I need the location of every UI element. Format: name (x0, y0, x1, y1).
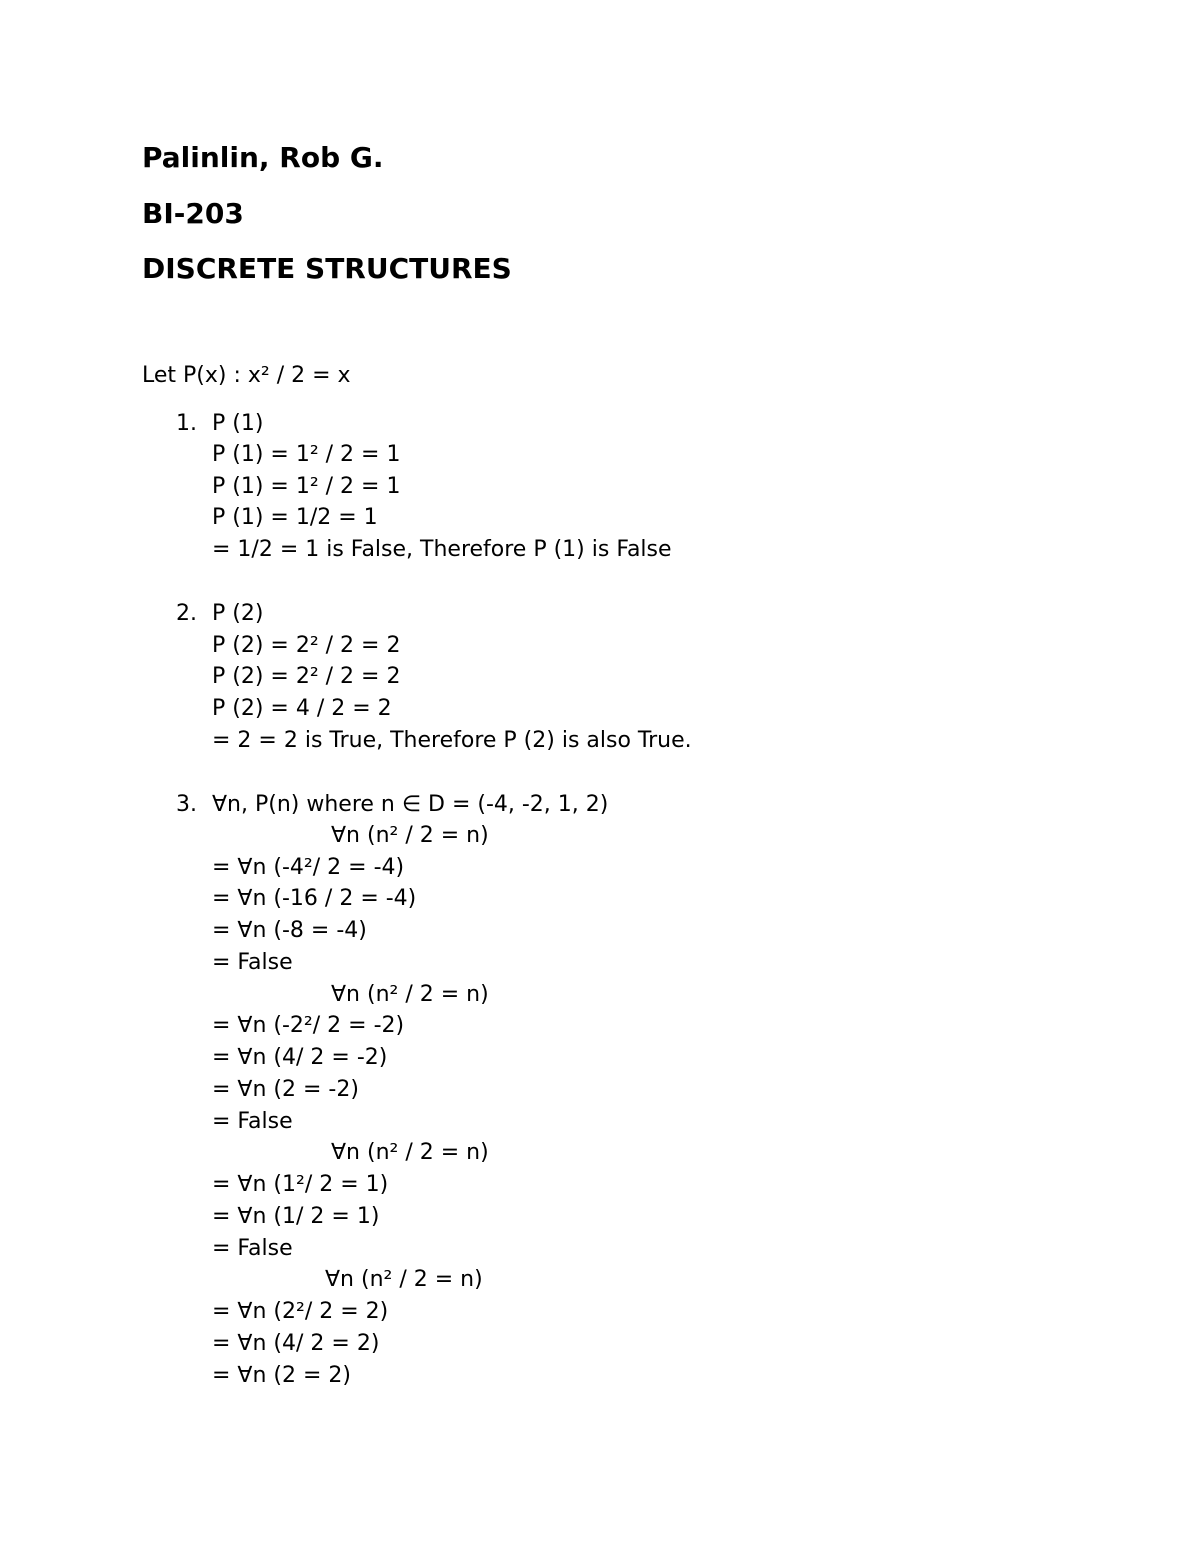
item-3-line-13: = ∀n (1²/ 2 = 1) (212, 1172, 389, 1197)
item-3-line-14: = ∀n (1/ 2 = 1) (212, 1204, 380, 1229)
item-2-number: 2. (176, 601, 197, 626)
item-3-line-16: ∀n (n² / 2 = n) (325, 1267, 483, 1292)
item-3-line-6: = False (212, 950, 293, 975)
item-2-line-5: = 2 = 2 is True, Therefore P (2) is also True. (212, 728, 692, 753)
item-1-line-3: P (1) = 1² / 2 = 1 (212, 474, 401, 499)
item-3-line-4: = ∀n (-16 / 2 = -4) (212, 886, 417, 911)
item-3-line-7: ∀n (n² / 2 = n) (331, 982, 489, 1007)
item-1-line-2: P (1) = 1² / 2 = 1 (212, 442, 401, 467)
item-2-line-2: P (2) = 2² / 2 = 2 (212, 633, 401, 658)
item-3-line-11: = False (212, 1109, 293, 1134)
item-3-line-9: = ∀n (4/ 2 = -2) (212, 1045, 388, 1070)
author-name: Palinlin, Rob G. (142, 141, 384, 174)
item-3-line-12: ∀n (n² / 2 = n) (331, 1140, 489, 1165)
item-3-number: 3. (176, 792, 197, 817)
item-1-number: 1. (176, 411, 197, 436)
item-1-line-4: P (1) = 1/2 = 1 (212, 505, 378, 530)
item-2-line-1: P (2) (212, 601, 264, 626)
item-3-line-2: ∀n (n² / 2 = n) (331, 823, 489, 848)
item-3-line-15: = False (212, 1236, 293, 1261)
item-3-line-5: = ∀n (-8 = -4) (212, 918, 367, 943)
item-3-line-10: = ∀n (2 = -2) (212, 1077, 359, 1102)
item-3-line-3: = ∀n (-4²/ 2 = -4) (212, 855, 405, 880)
item-3-line-19: = ∀n (2 = 2) (212, 1363, 351, 1388)
intro-definition: Let P(x) : x² / 2 = x (142, 363, 351, 388)
item-3-line-17: = ∀n (2²/ 2 = 2) (212, 1299, 389, 1324)
item-3-line-1: ∀n, P(n) where n ∈ D = (-4, -2, 1, 2) (212, 792, 609, 817)
item-1-line-5: = 1/2 = 1 is False, Therefore P (1) is False (212, 537, 672, 562)
item-2-line-4: P (2) = 4 / 2 = 2 (212, 696, 392, 721)
item-1-line-1: P (1) (212, 411, 264, 436)
item-3-line-18: = ∀n (4/ 2 = 2) (212, 1331, 380, 1356)
course-title: DISCRETE STRUCTURES (142, 252, 512, 285)
item-3-line-8: = ∀n (-2²/ 2 = -2) (212, 1013, 405, 1038)
item-2-line-3: P (2) = 2² / 2 = 2 (212, 664, 401, 689)
course-code: BI-203 (142, 197, 244, 230)
